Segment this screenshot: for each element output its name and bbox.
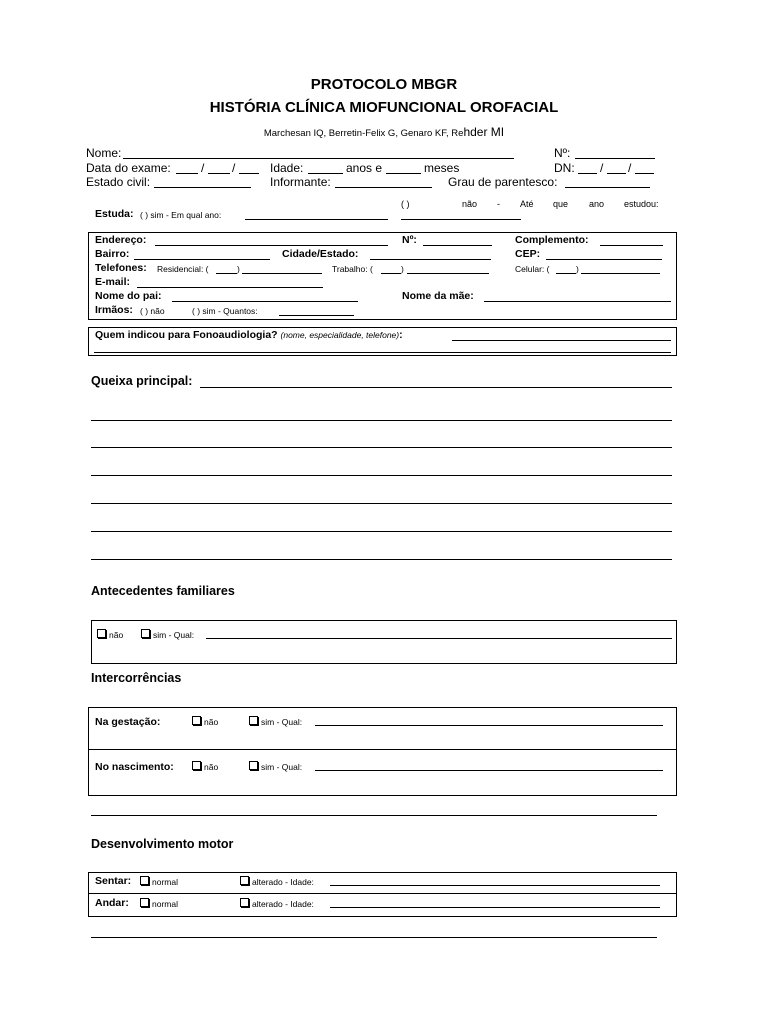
authors — [0, 125, 768, 139]
nascimento-label: No nascimento: — [95, 761, 174, 773]
date-sep: / — [628, 161, 632, 175]
cep-field[interactable] — [546, 259, 662, 260]
mae-field[interactable] — [484, 301, 671, 302]
checkbox-icon[interactable] — [192, 761, 201, 770]
sentar-label: Sentar: — [95, 875, 132, 887]
dn-year[interactable] — [635, 173, 654, 174]
informante-label: Informante: — [270, 175, 331, 189]
intercorrencias-title: Intercorrências — [91, 671, 182, 685]
antecedentes-sim-option[interactable] — [141, 629, 194, 640]
mae-label: Nome da mãe: — [402, 290, 474, 302]
grau-label: Grau de parentesco: — [448, 175, 558, 189]
irmaos-sim-option[interactable]: ( ) sim - Quantos: — [192, 306, 258, 316]
data-exame-label: Data do exame: — [86, 161, 171, 175]
email-label: E-mail: — [95, 276, 131, 288]
indicacao-field[interactable] — [452, 340, 671, 341]
bairro-label: Bairro: — [95, 248, 130, 260]
sentar-alterado-option[interactable] — [240, 876, 314, 887]
andar-normal-option[interactable] — [140, 898, 178, 909]
idade-anos-field[interactable] — [308, 173, 343, 174]
dn-day[interactable] — [578, 173, 597, 174]
antecedentes-title: Antecedentes familiares — [91, 584, 235, 598]
authors-big: hder MI — [463, 125, 505, 139]
indicacao-hint: (nome, especialidade, telefone) — [280, 330, 400, 340]
indicacao-colon: : — [399, 329, 403, 341]
antecedentes-nao-option[interactable] — [97, 629, 123, 640]
irmaos-nao-option[interactable]: ( ) não — [140, 306, 165, 316]
motor-divider — [89, 893, 676, 894]
option-label: sim - Qual: — [261, 717, 303, 727]
telefones-label: Telefones: — [95, 262, 147, 274]
idade-meses-field[interactable] — [386, 173, 421, 174]
nascimento-nao-option[interactable] — [192, 761, 218, 772]
email-field[interactable] — [137, 287, 323, 288]
option-label: normal — [152, 877, 178, 887]
checkbox-icon[interactable] — [140, 898, 149, 907]
checkbox-icon[interactable] — [249, 761, 258, 770]
nome-label: Nome: — [86, 146, 122, 160]
motor-title: Desenvolvimento motor — [91, 837, 234, 851]
complemento-field[interactable] — [600, 245, 663, 246]
cep-label: CEP: — [515, 248, 541, 260]
celular-field[interactable] — [581, 273, 660, 274]
intercorrencias-box — [88, 707, 677, 796]
checkbox-icon[interactable] — [141, 629, 150, 638]
residencial-field[interactable] — [242, 273, 322, 274]
date-sep: / — [232, 161, 236, 175]
queixa-line[interactable] — [91, 475, 672, 476]
estado-civil-field[interactable] — [154, 187, 251, 188]
numero-field[interactable] — [575, 158, 655, 159]
option-label: alterado - Idade: — [252, 899, 314, 909]
nascimento-qual-field[interactable] — [315, 770, 663, 771]
option-label: sim - Qual: — [261, 762, 303, 772]
ano-text: ano — [589, 199, 605, 209]
cidade-label: Cidade/Estado: — [282, 248, 359, 260]
informante-field[interactable] — [335, 187, 432, 188]
queixa-line[interactable] — [91, 447, 672, 448]
dash-text: - — [497, 199, 500, 209]
paren-close: ) — [576, 264, 579, 274]
indicacao-field-2[interactable] — [94, 352, 671, 353]
celular-label: Celular: ( — [515, 264, 550, 274]
celular-ddd-field[interactable] — [556, 273, 576, 274]
paren-close: ) — [401, 264, 404, 274]
option-label: não — [204, 717, 219, 727]
andar-idade-field[interactable] — [330, 907, 660, 908]
intercorrencias-divider — [89, 749, 676, 750]
meses-label: meses — [424, 161, 460, 175]
nao-option[interactable]: ( ) — [401, 199, 410, 209]
checkbox-icon[interactable] — [192, 716, 201, 725]
grau-field[interactable] — [565, 187, 650, 188]
sentar-normal-option[interactable] — [140, 876, 178, 887]
andar-label: Andar: — [95, 897, 129, 909]
checkbox-icon[interactable] — [240, 898, 249, 907]
data-exame-day[interactable] — [176, 173, 198, 174]
antecedentes-box — [91, 620, 677, 664]
estudou-text: estudou: — [624, 199, 659, 209]
data-exame-month[interactable] — [208, 173, 230, 174]
estuda-ano-field[interactable] — [245, 219, 388, 220]
trabalho-ddd-field[interactable] — [381, 273, 401, 274]
residencial-label: Residencial: ( — [157, 264, 209, 274]
paren-close: ) — [237, 264, 240, 274]
indicacao-label — [95, 329, 403, 341]
bairro-field[interactable] — [134, 259, 270, 260]
pai-field[interactable] — [172, 301, 358, 302]
data-exame-year[interactable] — [239, 173, 259, 174]
gestacao-sim-option[interactable] — [249, 716, 302, 727]
nome-field[interactable] — [123, 158, 514, 159]
endereco-numero-label: Nº: — [402, 234, 417, 246]
queixa-line[interactable] — [91, 503, 672, 504]
idade-label: Idade: — [270, 161, 304, 175]
option-label: não — [204, 762, 219, 772]
dn-month[interactable] — [607, 173, 626, 174]
endereco-label: Endereço: — [95, 234, 147, 246]
que-text: que — [553, 199, 569, 209]
trabalho-label: Trabalho: ( — [332, 264, 373, 274]
cidade-field[interactable] — [370, 259, 491, 260]
andar-alterado-option[interactable] — [240, 898, 314, 909]
nao-text: não — [462, 199, 478, 209]
date-sep: / — [201, 161, 205, 175]
queixa-label: Queixa principal: — [91, 374, 193, 388]
ate-text: Até — [520, 199, 534, 209]
gestacao-label: Na gestação: — [95, 716, 161, 728]
date-sep: / — [600, 161, 604, 175]
endereco-field[interactable] — [155, 245, 388, 246]
irmaos-label: Irmãos: — [95, 304, 133, 316]
checkbox-icon[interactable] — [249, 716, 258, 725]
gestacao-qual-field[interactable] — [315, 725, 663, 726]
option-label: normal — [152, 899, 178, 909]
queixa-line[interactable] — [91, 559, 672, 560]
authors-small: Marchesan IQ, Berretin-Felix G, Genaro KF, Re — [263, 128, 464, 139]
anos-e-label: anos e — [346, 161, 383, 175]
option-label: alterado - Idade: — [252, 877, 314, 887]
queixa-line[interactable] — [91, 420, 672, 421]
checkbox-icon[interactable] — [97, 629, 106, 638]
gestacao-nao-option[interactable] — [192, 716, 218, 727]
endereco-numero-field[interactable] — [423, 245, 492, 246]
antecedentes-qual-field[interactable] — [206, 638, 672, 639]
numero-label: Nº: — [554, 146, 571, 160]
sentar-idade-field[interactable] — [330, 885, 660, 886]
estuda-sim-option[interactable]: ( ) sim - Em qual ano: — [140, 210, 222, 220]
option-label: não — [109, 630, 124, 640]
indicacao-question: Quem indicou para Fonoaudiologia? — [95, 329, 278, 341]
form-title: PROTOCOLO MBGR — [310, 76, 458, 93]
nascimento-sim-option[interactable] — [249, 761, 302, 772]
dn-label: DN: — [554, 161, 575, 175]
ate-que-ano-field[interactable] — [401, 219, 521, 220]
estado-civil-label: Estado civil: — [86, 175, 151, 189]
form-subtitle: HISTÓRIA CLÍNICA MIOFUNCIONAL OROFACIAL — [209, 99, 559, 116]
motor-extra-line[interactable] — [91, 937, 657, 938]
queixa-line[interactable] — [91, 531, 672, 532]
queixa-line[interactable] — [200, 387, 672, 388]
irmaos-quantos-field[interactable] — [279, 315, 354, 316]
pai-label: Nome do pai: — [95, 290, 162, 302]
residencial-ddd-field[interactable] — [216, 273, 237, 274]
option-label: sim - Qual: — [153, 630, 195, 640]
complemento-label: Complemento: — [515, 234, 589, 246]
checkbox-icon[interactable] — [240, 876, 249, 885]
trabalho-field[interactable] — [407, 273, 489, 274]
intercorrencias-extra-line[interactable] — [91, 815, 657, 816]
checkbox-icon[interactable] — [140, 876, 149, 885]
estuda-label: Estuda: — [95, 208, 134, 220]
